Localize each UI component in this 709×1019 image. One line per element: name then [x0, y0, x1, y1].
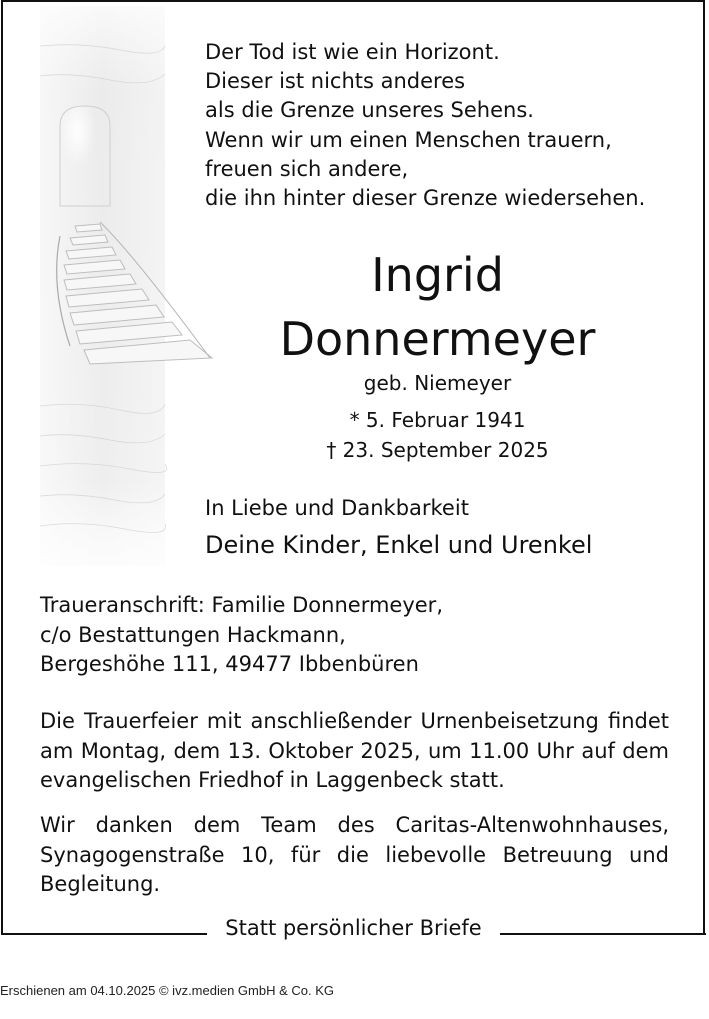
death-date: † 23. September 2025 — [326, 438, 549, 462]
poem-line: freuen sich andere, — [205, 156, 409, 181]
deceased-first-name: Ingrid — [371, 248, 504, 302]
poem — [205, 38, 645, 213]
born-name: geb. Niemeyer — [363, 371, 512, 395]
mourners-family: Deine Kinder, Enkel und Urenkel — [205, 531, 593, 559]
funeral-info: Die Trauerfeier mit anschließender Urnenbeisetzung findet am Montag, dem 13. Oktober 2025, um 11.00 Uhr auf dem evangelischen Friedhof in Laggenbeck statt. — [40, 709, 669, 792]
bottom-rule-right — [500, 933, 706, 935]
poem-line: Der Tod ist wie ein Horizont. — [205, 40, 500, 64]
poem-line: die ihn hinter dieser Grenze wiedersehen. — [205, 186, 646, 211]
thanks-note: Wir danken dem Team des Caritas-Altenwohnhauses, Synagogenstraße 10, für die liebevolle Betreuung und Begleitung. — [40, 813, 669, 896]
deceased-last-name: Donnermeyer — [279, 312, 596, 366]
footer-caption: Statt persönlicher Briefe — [225, 916, 482, 940]
publication-credit: Erschienen am 04.10.2025 © ivz.medien GmbH & Co. KG — [0, 983, 335, 998]
mourners-intro: In Liebe und Dankbarkeit — [205, 496, 469, 520]
staircase-illustration — [40, 6, 215, 566]
address-line: c/o Bestattungen Hackmann, — [40, 622, 346, 647]
poem-line: Wenn wir um einen Menschen trauern, — [205, 127, 612, 152]
birth-date: * 5. Februar 1941 — [349, 408, 526, 432]
poem-line: als die Grenze unseres Sehens. — [205, 98, 534, 123]
mourning-address — [40, 591, 443, 680]
poem-line: Dieser ist nichts anderes — [205, 69, 466, 94]
bottom-rule-left — [1, 933, 207, 935]
address-line: Traueranschrift: Familie Donnermeyer, — [40, 593, 443, 617]
address-line: Bergeshöhe 111, 49477 Ibbenbüren — [40, 652, 419, 676]
